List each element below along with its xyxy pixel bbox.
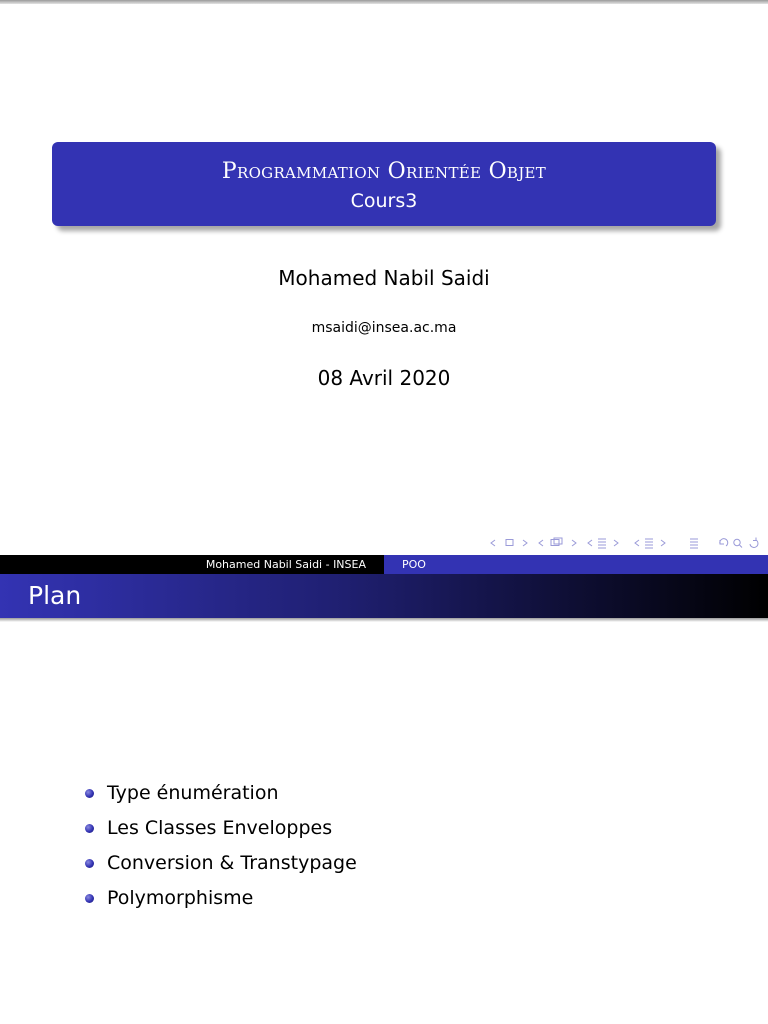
nav-frame-icon[interactable] bbox=[491, 540, 527, 547]
presentation-date: 08 Avril 2020 bbox=[317, 366, 451, 390]
plan-item bbox=[85, 848, 357, 883]
presentation-title: Programmation Orientée Objet bbox=[221, 159, 547, 184]
nav-section-icon[interactable] bbox=[588, 539, 665, 548]
nav-alignment-icon[interactable] bbox=[690, 539, 698, 548]
frame-title-shadow bbox=[0, 618, 768, 622]
footer-author: Mohamed Nabil Saidi - INSEA bbox=[0, 555, 384, 574]
slide-footer bbox=[0, 555, 768, 574]
title-block bbox=[52, 142, 716, 226]
nav-back-icon[interactable] bbox=[720, 539, 728, 546]
plan-list bbox=[85, 778, 357, 918]
plan-item bbox=[85, 883, 357, 918]
plan-item-label: Type énumération bbox=[107, 782, 279, 804]
bullet-icon bbox=[85, 789, 94, 798]
plan-item bbox=[85, 813, 357, 848]
plan-item-label: Conversion & Transtypage bbox=[107, 852, 357, 874]
presentation-subtitle: Cours3 bbox=[350, 190, 418, 212]
plan-item bbox=[85, 778, 357, 813]
author-email: msaidi@insea.ac.ma bbox=[311, 320, 457, 336]
title-slide bbox=[0, 4, 768, 555]
author-name: Mohamed Nabil Saidi bbox=[278, 266, 490, 290]
bullet-icon bbox=[85, 824, 94, 833]
nav-search-icon[interactable] bbox=[734, 538, 758, 548]
plan-item-label: Polymorphisme bbox=[107, 887, 254, 909]
frame-title: Plan bbox=[0, 574, 768, 618]
beamer-navigation[interactable] bbox=[486, 536, 762, 550]
bullet-icon bbox=[85, 859, 94, 868]
footer-short-title: POO bbox=[384, 555, 768, 574]
bullet-icon bbox=[85, 894, 94, 903]
nav-subsection-icon[interactable] bbox=[539, 538, 576, 546]
plan-item-label: Les Classes Enveloppes bbox=[107, 817, 333, 839]
